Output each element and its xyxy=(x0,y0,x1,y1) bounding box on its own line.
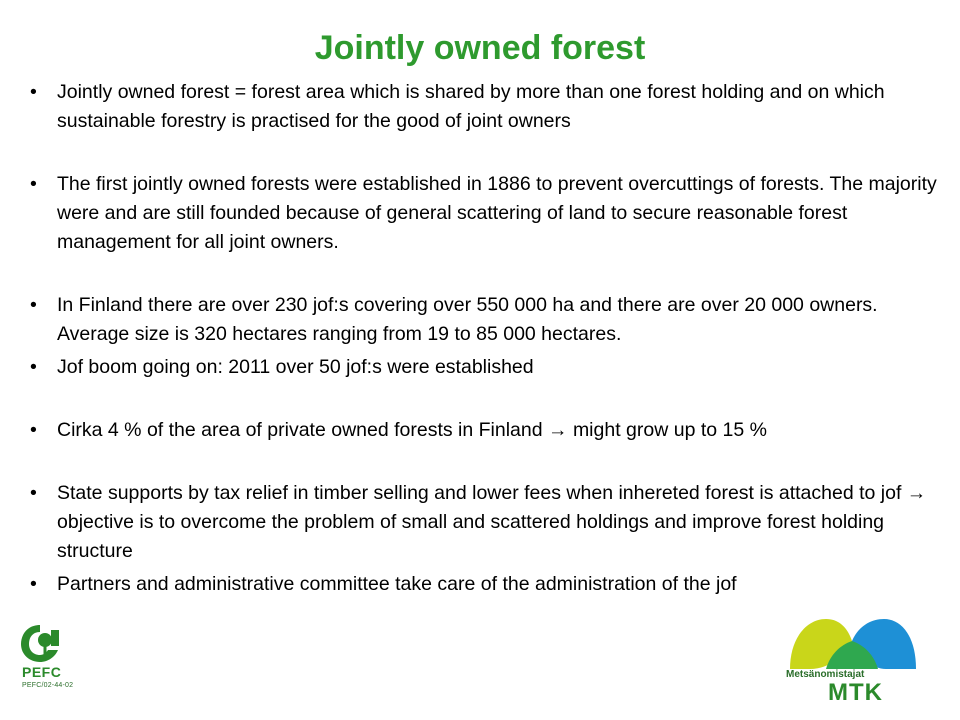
bullet-text: Jof boom going on: 2011 over 50 jof:s were established xyxy=(57,356,534,378)
mtk-subtitle: Metsänomistajat xyxy=(786,669,865,680)
pefc-tree-icon xyxy=(18,622,62,664)
bullet-item xyxy=(30,291,945,349)
bullet-item xyxy=(30,479,945,566)
bullet-text: Cirka 4 % of the area of private owned forests in Finland xyxy=(57,419,543,441)
bullet-marker: • xyxy=(30,482,37,504)
pefc-logo xyxy=(18,622,84,694)
bullet-marker: • xyxy=(30,173,37,195)
pefc-wordmark: PEFC xyxy=(22,664,62,680)
bullet-marker: • xyxy=(30,356,37,378)
bullet-text: might grow up to 15 % xyxy=(572,419,767,441)
bullet-list xyxy=(30,78,945,599)
bullet-text: State supports by tax relief in timber selling and lower fees when inhereted forest is attached to jof xyxy=(57,482,902,504)
bullet-item xyxy=(30,170,945,257)
arrow-icon: → xyxy=(906,482,927,504)
bullet-text: The first jointly owned forests were established in 1886 to prevent overcuttings of forests. The majority were and are still founded because of general scattering of land to secure reasonable forest management for all joint owners. xyxy=(57,173,937,253)
mtk-emblem-icon xyxy=(786,615,921,671)
bullet-marker: • xyxy=(30,573,37,595)
bullet-marker: • xyxy=(30,294,37,316)
bullet-marker: • xyxy=(30,81,37,103)
mtk-wordmark: MTK xyxy=(828,679,883,706)
bullet-text: Jointly owned forest = forest area which is shared by more than one forest holding and on which sustainable forestry is practised for the good of joint owners xyxy=(57,81,885,132)
pefc-code: PEFC/02-44-02 xyxy=(22,682,74,689)
slide-title: Jointly owned forest xyxy=(314,29,646,67)
bullet-text: In Finland there are over 230 jof:s covering over 550 000 ha and there are over 20 000 owners. Average size is 320 hectares ranging from 19 to 85 000 hectares. xyxy=(57,294,878,345)
bullet-text: Partners and administrative committee take care of the administration of the jof xyxy=(57,573,737,595)
bullet-item xyxy=(30,570,945,599)
mtk-logo xyxy=(786,615,926,705)
arrow-icon: → xyxy=(548,419,568,441)
bullet-marker: • xyxy=(30,419,37,441)
bullet-item xyxy=(30,353,945,382)
bullet-item xyxy=(30,78,945,136)
bullet-item xyxy=(30,416,945,445)
bullet-text: objective is to overcome the problem of small and scattered holdings and improve forest holding structure xyxy=(57,511,885,562)
